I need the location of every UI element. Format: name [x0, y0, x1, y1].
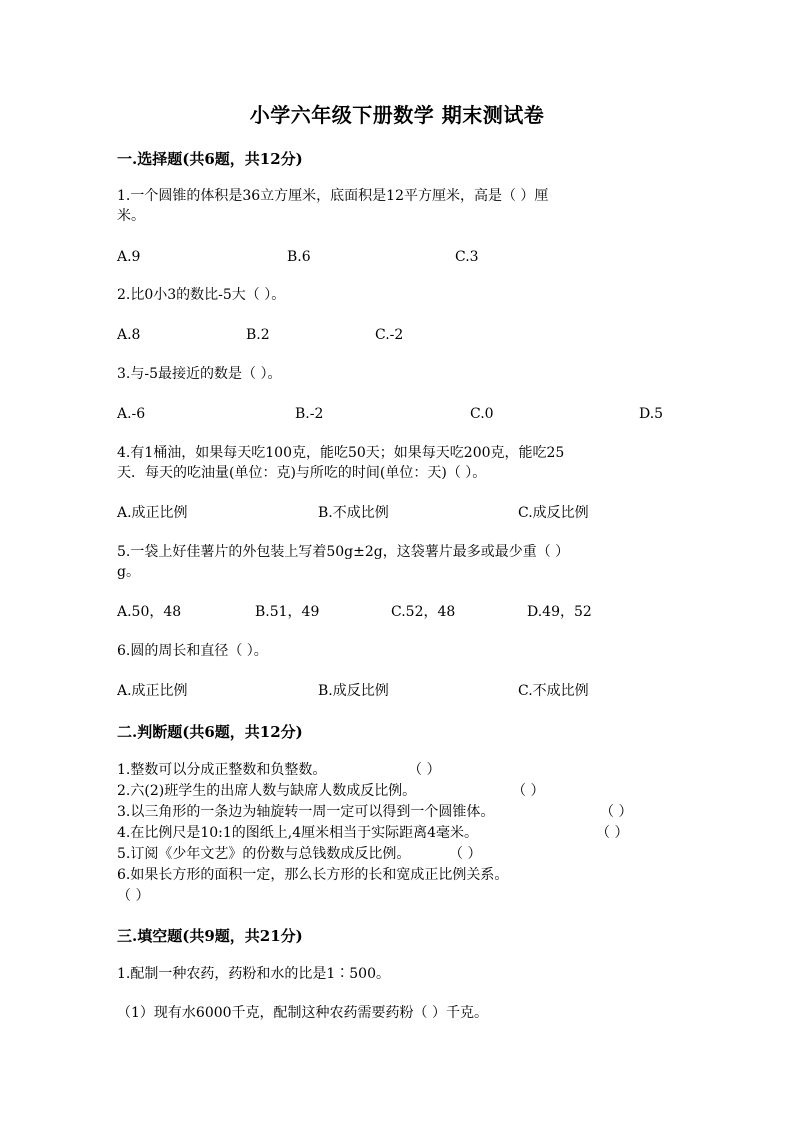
question-stem-line: 3.与-5最接近的数是（ ）。 — [117, 366, 282, 382]
choice-option-a: A.成正比例 — [117, 683, 188, 699]
judge-question-6: 6.如果长方形的面积一定，那么长方形的长和宽成正比例关系。 — [117, 867, 509, 883]
answer-paren: （ ） — [596, 825, 629, 841]
choice-option-c: C.不成比例 — [518, 683, 589, 699]
choice-option-a: A.成正比例 — [117, 505, 188, 521]
judge-question-5: 5.订阅《少年文艺》的份数与总钱数成反比例。 — [117, 846, 411, 862]
question-stem-line: 1.一个圆锥的体积是36立方厘米，底面积是12平方厘米，高是（ ）厘 — [117, 188, 549, 204]
choice-option-c: C.0 — [470, 406, 494, 422]
section-heading-choice: 一.选择题(共6题，共12分) — [117, 150, 303, 168]
choice-option-a: A.9 — [117, 249, 141, 265]
question-stem-line: 天．每天的吃油量(单位：克)与所吃的时间(单位：天)（ ）。 — [117, 465, 487, 481]
fill-subquestion-1: （1）现有水6000千克，配制这种农药需要药粉（ ）千克。 — [117, 1005, 488, 1021]
choice-option-b: B.-2 — [295, 406, 324, 422]
choice-option-b: B.2 — [246, 327, 270, 343]
choice-question-2 — [117, 285, 677, 305]
question-stem-line: 米。 — [117, 208, 145, 224]
answer-paren: （ ） — [408, 762, 441, 778]
choice-option-c: C.-2 — [375, 327, 404, 343]
question-stem-line: 4.有1桶油，如果每天吃100克，能吃50天；如果每天吃200克，能吃25 — [117, 445, 565, 461]
question-stem-line: 5.一袋上好佳薯片的外包装上写着50g±2g，这袋薯片最多或最少重（ ） — [117, 544, 570, 560]
choice-question-3 — [117, 364, 677, 384]
choice-question-6 — [117, 641, 677, 661]
choice-option-d: D.5 — [639, 406, 664, 422]
question-stem-line: 6.圆的周长和直径（ ）。 — [117, 643, 268, 659]
choice-option-c: C.3 — [455, 249, 479, 265]
choice-option-b: B.不成比例 — [318, 505, 389, 521]
choice-question-4 — [117, 443, 677, 483]
question-stem-line: 2.比0小3的数比-5大（ ）。 — [117, 287, 286, 303]
answer-paren: （ ） — [449, 846, 482, 862]
judge-question-3: 3.以三角形的一条边为轴旋转一周一定可以得到一个圆锥体。 — [117, 804, 495, 820]
answer-paren: （ ） — [117, 888, 150, 904]
fill-question-1: 1.配制一种农药，药粉和水的比是1∶500。 — [117, 966, 390, 982]
choice-option-b: B.51，49 — [255, 604, 320, 620]
page-title: 小学六年级下册数学 期末测试卷 — [249, 103, 545, 127]
judge-question-1: 1.整数可以分成正整数和负整数。 — [117, 762, 327, 778]
answer-paren: （ ） — [600, 804, 633, 820]
choice-question-1 — [117, 186, 677, 226]
choice-option-b: B.6 — [287, 249, 311, 265]
judge-question-2: 2.六(2)班学生的出席人数与缺席人数成反比例。 — [117, 783, 417, 799]
choice-option-d: D.49，52 — [527, 604, 592, 620]
section-heading-judge: 二.判断题(共6题，共12分) — [117, 723, 303, 741]
choice-option-a: A.50，48 — [117, 604, 182, 620]
choice-option-b: B.成反比例 — [318, 683, 389, 699]
choice-option-c: C.成反比例 — [518, 505, 589, 521]
question-stem-line: g。 — [117, 564, 140, 580]
answer-paren: （ ） — [512, 783, 545, 799]
choice-question-5 — [117, 542, 677, 582]
choice-option-c: C.52，48 — [391, 604, 456, 620]
choice-option-a: A.8 — [117, 327, 141, 343]
section-heading-fill: 三.填空题(共9题，共21分) — [117, 927, 303, 945]
judge-question-4: 4.在比例尺是10:1的图纸上,4厘米相当于实际距离4毫米。 — [117, 825, 479, 841]
choice-option-a: A.-6 — [117, 406, 146, 422]
